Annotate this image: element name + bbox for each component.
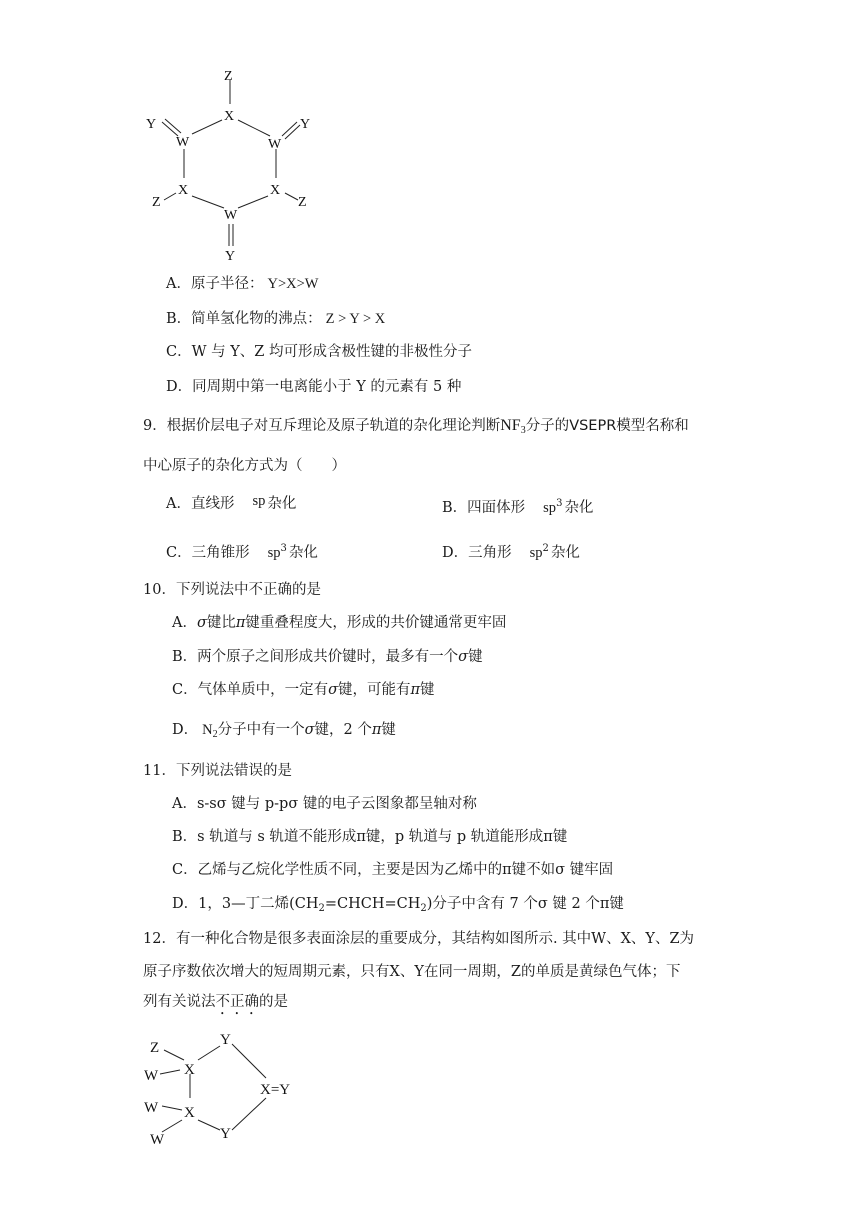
q10-option-a: A．σ键比π键重叠程度大，形成的共价键通常更牢固 [172,615,507,631]
atom-w-1: W [144,1068,159,1084]
q9-stem-line2: 中心原子的杂化方式为（ ） [143,458,346,474]
q9-option-b: B．四面体形 $sp^3$ 杂化 [442,498,594,516]
q8-option-c: C．W 与 Y、Z 均可形成含极性键的非极性分子 [166,344,472,360]
atom-y-left: Y [146,117,157,132]
q11-option-a: A．s-sσ 键与 p-pσ 键的电子云图象都呈轴对称 [172,796,477,812]
q11-option-b: B．s 轨道与 s 轨道不能形成π键，p 轨道与 p 轨道能形成π键 [172,829,568,845]
atom-x-right: X [270,183,281,198]
q9-option-c: C．三角锥形 $sp^3$ 杂化 [166,543,318,561]
atom-z-top: Z [224,69,233,84]
atom-x-double-y: X=Y [260,1082,291,1098]
q10-option-d: D． $N_2$分子中有一个σ键，2 个π键 [172,722,396,740]
q12-stem-line3: 列有关说法不正确的是 [143,994,288,1010]
atom-y-top: Y [220,1032,231,1048]
atom-z-right: Z [298,195,307,210]
atom-x-top: X [224,109,235,124]
atom-y-bottom: Y [225,249,236,264]
atom-z-left: Z [152,195,161,210]
atom-w-3: W [150,1132,165,1148]
atom-w-bottom: W [224,208,238,223]
q10-option-c: C．气体单质中，一定有σ键，可能有π键 [172,682,435,698]
atom-w-2: W [144,1100,159,1116]
q8-option-b: B．简单氢化物的沸点： Z > Y > X [166,311,386,327]
q11-option-d: D．1，3—丁二烯$(CH_2=CHCH=CH_2)$分子中含有 7 个σ 键 2 个π键 [172,896,624,914]
q8-option-d: D．同周期中第一电离能小于 Y 的元素有 5 种 [166,379,462,395]
emphasized-text: 不正确 [215,994,259,1010]
atom-y-right: Y [300,117,311,132]
atom-w-right: W [268,137,282,152]
q9-stem: 9．根据价层电子对互斥理论及原子轨道的杂化理论判断$NF_3$分子的VSEPR模型名称和 [143,417,689,436]
q11-stem: 11．下列说法错误的是 [143,763,292,779]
q10-option-b: B．两个原子之间形成共价键时，最多有一个σ键 [172,649,483,665]
atom-x-1: X [184,1062,195,1078]
atom-z: Z [150,1040,160,1056]
atom-w-left: W [176,135,190,150]
q12-stem-line1: 12．有一种化合物是很多表面涂层的重要成分，其结构如图所示. 其中W、X、Y、Z为 [143,931,695,947]
q10-stem: 10．下列说法中不正确的是 [143,582,321,598]
q9-option-d: D．三角形 $sp^2$ 杂化 [442,543,580,561]
five-ring-structure-figure [140,1028,310,1150]
atom-x-2: X [184,1105,195,1121]
ring-structure-figure [140,66,330,266]
q8-option-a: A．原子半径： Y>X>W [166,276,319,292]
q12-stem-line2: 原子序数依次增大的短周期元素，只有X、Y在同一周期，Z的单质是黄绿色气体；下 [143,964,681,980]
q11-option-c: C．乙烯与乙烷化学性质不同，主要是因为乙烯中的π键不如σ 键牢固 [172,862,614,878]
q9-option-a: A．直线形 sp 杂化 [166,493,297,512]
atom-x-left: X [178,183,189,198]
atom-y-bottom: Y [220,1126,231,1142]
